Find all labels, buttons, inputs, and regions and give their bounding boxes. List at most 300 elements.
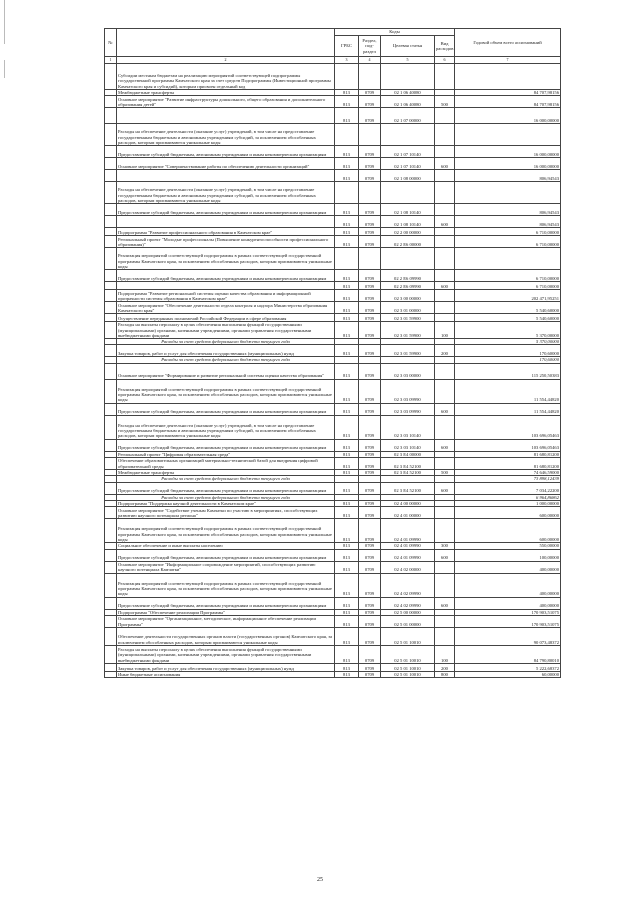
row-csr: 02 3 00 00000 bbox=[381, 290, 435, 302]
table-row bbox=[105, 204, 561, 216]
row-name: Предоставление субсидий бюджетным, автономным учреждениям и иным некоммерческим организациям bbox=[117, 482, 335, 494]
row-total: 84 790,80010 bbox=[455, 645, 561, 663]
row-grbs: 813 bbox=[335, 170, 359, 182]
row-razdel: 0709 bbox=[359, 470, 381, 476]
row-razdel: 0709 bbox=[359, 549, 381, 561]
row-total: 11 554,44820 bbox=[455, 403, 561, 415]
row-csr: 02 3 01 59900 bbox=[381, 345, 435, 357]
row-razdel: 0709 bbox=[359, 458, 381, 470]
row-csr: 02 1 06 40080 bbox=[381, 96, 435, 108]
row-vr: 500 bbox=[435, 470, 455, 476]
row-name: Расходы за счет средств федерального бюджета текущего года bbox=[117, 339, 335, 345]
row-total: 5 370,00000 bbox=[455, 322, 561, 339]
row-vr: 600 bbox=[435, 158, 455, 170]
row-vr: 100 bbox=[435, 645, 455, 663]
table-row bbox=[105, 439, 561, 451]
row-vr bbox=[435, 615, 455, 627]
col-num: 7 bbox=[455, 57, 561, 64]
row-number bbox=[105, 482, 117, 494]
table-row bbox=[105, 458, 561, 470]
row-razdel: 0709 bbox=[359, 90, 381, 96]
table-row bbox=[105, 363, 561, 379]
row-csr: 02 4 02 00000 bbox=[381, 561, 435, 573]
table-row bbox=[105, 248, 561, 270]
row-razdel: 0709 bbox=[359, 645, 381, 663]
row-csr: 02 3 E4 52100 bbox=[381, 458, 435, 470]
row-number bbox=[105, 519, 117, 543]
row-vr: 600 bbox=[435, 482, 455, 494]
row-grbs: 813 bbox=[335, 561, 359, 573]
row-total: 74 646,59000 bbox=[455, 470, 561, 476]
row-total: 550,00000 bbox=[455, 543, 561, 549]
row-vr: 800 bbox=[435, 671, 455, 677]
row-total: 6 710,00000 bbox=[455, 236, 561, 248]
row-name bbox=[117, 282, 335, 290]
header-code-group: Коды bbox=[335, 29, 455, 36]
row-vr bbox=[435, 507, 455, 519]
row-vr: 600 bbox=[435, 597, 455, 609]
row-name: Подпрограмма "Развитие профессионального образования в Камчатском крае" bbox=[117, 228, 335, 236]
row-grbs: 813 bbox=[335, 439, 359, 451]
header-csr: Целевая статья bbox=[381, 36, 435, 57]
row-name: Предоставление субсидий бюджетным, автономным учреждениям и иным некоммерческим организациям bbox=[117, 549, 335, 561]
table-row bbox=[105, 519, 561, 543]
row-total: 84 707,98156 bbox=[455, 96, 561, 108]
row-total: 90 073,48372 bbox=[455, 627, 561, 645]
row-total: 202 471,95251 bbox=[455, 290, 561, 302]
row-total: 400,00000 bbox=[455, 561, 561, 573]
row-total: 6 710,00000 bbox=[455, 270, 561, 282]
row-razdel: 0709 bbox=[359, 158, 381, 170]
row-total: 16 000,00000 bbox=[455, 158, 561, 170]
row-razdel: 0709 bbox=[359, 663, 381, 671]
row-csr bbox=[381, 64, 435, 90]
table-row bbox=[105, 549, 561, 561]
row-csr: 02 3 01 00000 bbox=[381, 302, 435, 314]
row-csr: 02 1 07 00000 bbox=[381, 108, 435, 124]
row-vr bbox=[435, 573, 455, 597]
row-csr: 02 2 E6 09990 bbox=[381, 282, 435, 290]
row-name: Реализация мероприятий соответствующей подпрограммы в рамках соответствующей государственной программы Камчатского края, за исключением обособленных расходов, которым присваиваются уникальные коды bbox=[117, 248, 335, 270]
table-body bbox=[105, 64, 561, 678]
row-razdel: 0709 bbox=[359, 597, 381, 609]
row-total: 1 000,00000 bbox=[455, 500, 561, 506]
row-grbs: 813 bbox=[335, 290, 359, 302]
row-total: 16 000,00000 bbox=[455, 108, 561, 124]
row-number bbox=[105, 204, 117, 216]
row-name: Предоставление субсидий бюджетным, автономным учреждениям и иным некоммерческим организациям bbox=[117, 204, 335, 216]
row-total: 600,00000 bbox=[455, 519, 561, 543]
row-total: 6 710,00000 bbox=[455, 228, 561, 236]
row-total bbox=[455, 248, 561, 270]
table-row bbox=[105, 146, 561, 158]
row-grbs: 813 bbox=[335, 609, 359, 615]
row-total: 6 710,00000 bbox=[455, 282, 561, 290]
row-number bbox=[105, 228, 117, 236]
row-number bbox=[105, 322, 117, 339]
table-row bbox=[105, 645, 561, 663]
row-razdel: 0709 bbox=[359, 671, 381, 677]
row-name: Реализация мероприятий соответствующей подпрограммы в рамках соответствующей государственной программы Камчатского края, за исключением обособленных расходов, которым присваиваются уникальные коды bbox=[117, 573, 335, 597]
row-number bbox=[105, 671, 117, 677]
row-grbs: 813 bbox=[335, 573, 359, 597]
row-total: 806,94543 bbox=[455, 204, 561, 216]
row-vr bbox=[435, 124, 455, 146]
row-grbs: 813 bbox=[335, 216, 359, 228]
row-razdel: 0709 bbox=[359, 345, 381, 357]
row-grbs: 813 bbox=[335, 302, 359, 314]
row-number bbox=[105, 124, 117, 146]
row-csr: 02 1 08 00000 bbox=[381, 170, 435, 182]
row-vr bbox=[435, 379, 455, 403]
row-grbs: 813 bbox=[335, 500, 359, 506]
row-name: Социальное обеспечение и иные выплаты населению bbox=[117, 543, 335, 549]
row-grbs: 813 bbox=[335, 671, 359, 677]
row-vr bbox=[435, 290, 455, 302]
row-number bbox=[105, 627, 117, 645]
row-name: Предоставление субсидий бюджетным, автономным учреждениям и иным некоммерческим организациям bbox=[117, 270, 335, 282]
row-razdel: 0709 bbox=[359, 302, 381, 314]
row-grbs: 813 bbox=[335, 96, 359, 108]
row-razdel: 0709 bbox=[359, 216, 381, 228]
row-csr: 02 2 E6 09990 bbox=[381, 270, 435, 282]
row-grbs: 813 bbox=[335, 627, 359, 645]
row-csr: 02 5 01 10010 bbox=[381, 663, 435, 671]
row-vr bbox=[435, 170, 455, 182]
row-grbs: 813 bbox=[335, 90, 359, 96]
row-grbs: 813 bbox=[335, 470, 359, 476]
row-name: Основное мероприятие "Формирование и развитие региональной системы оценки качества образования" bbox=[117, 363, 335, 379]
row-total: 81 680,81200 bbox=[455, 458, 561, 470]
row-csr: 02 5 00 00000 bbox=[381, 609, 435, 615]
row-number bbox=[105, 507, 117, 519]
row-csr: 02 1 08 10140 bbox=[381, 216, 435, 228]
row-vr bbox=[435, 108, 455, 124]
row-grbs: 813 bbox=[335, 543, 359, 549]
row-razdel: 0709 bbox=[359, 282, 381, 290]
row-name: Основное мероприятие "Совершенствование работы по обеспечению деятельности организаций" bbox=[117, 158, 335, 170]
row-csr: 02 3 01 59900 bbox=[381, 314, 435, 322]
row-razdel: 0709 bbox=[359, 314, 381, 322]
row-vr bbox=[435, 236, 455, 248]
row-total: 400,00000 bbox=[455, 597, 561, 609]
row-number bbox=[105, 270, 117, 282]
document-page bbox=[104, 28, 560, 678]
row-number bbox=[105, 645, 117, 663]
row-razdel: 0709 bbox=[359, 519, 381, 543]
table-row bbox=[105, 322, 561, 339]
row-number bbox=[105, 415, 117, 439]
row-name: Основное мероприятие "Организационное, методическое, информационное обеспечение реализации Программы" bbox=[117, 615, 335, 627]
row-number bbox=[105, 170, 117, 182]
table-row bbox=[105, 216, 561, 228]
row-name: Основное мероприятие "Обеспечение деятельности отдела контроля и надзора Министерства образования Камчатского края" bbox=[117, 302, 335, 314]
row-razdel: 0709 bbox=[359, 615, 381, 627]
row-number bbox=[105, 248, 117, 270]
row-total: 170 903,51075 bbox=[455, 609, 561, 615]
row-csr: 02 4 01 00000 bbox=[381, 507, 435, 519]
row-vr bbox=[435, 64, 455, 90]
row-name: Подпрограмма "Обеспечение реализации Программы" bbox=[117, 609, 335, 615]
table-row bbox=[105, 124, 561, 146]
row-vr bbox=[435, 314, 455, 322]
row-number bbox=[105, 379, 117, 403]
row-name: Реализация мероприятий соответствующей подпрограммы в рамках соответствующей государственной программы Камчатского края, за исключением обособленных расходов, которым присваиваются уникальные коды bbox=[117, 379, 335, 403]
row-vr bbox=[435, 363, 455, 379]
row-name: Расходы за счет средств федерального бюджета текущего года bbox=[117, 494, 335, 500]
row-csr: 02 3 03 09990 bbox=[381, 379, 435, 403]
row-total: 806,94543 bbox=[455, 170, 561, 182]
row-vr bbox=[435, 204, 455, 216]
row-total: 11 554,44820 bbox=[455, 379, 561, 403]
row-csr bbox=[381, 182, 435, 204]
row-grbs: 813 bbox=[335, 146, 359, 158]
row-csr: 02 3 E4 52100 bbox=[381, 470, 435, 476]
row-grbs bbox=[335, 64, 359, 90]
header-razdel: Раздел, под-раздел bbox=[359, 36, 381, 57]
table-row bbox=[105, 615, 561, 627]
table-row bbox=[105, 108, 561, 124]
row-number bbox=[105, 345, 117, 357]
row-csr: 02 3 E4 00000 bbox=[381, 451, 435, 457]
row-grbs: 813 bbox=[335, 282, 359, 290]
row-name: Основное мероприятие "Информационное сопровождение мероприятий, способствующих развитию научного потенциала Камчатки" bbox=[117, 561, 335, 573]
row-name: Расходы за счет средств федерального бюджета текущего года bbox=[117, 476, 335, 482]
col-num: 3 bbox=[335, 57, 359, 64]
row-vr: 600 bbox=[435, 282, 455, 290]
row-csr: 02 3 03 10140 bbox=[381, 439, 435, 451]
row-name: Предоставление субсидий бюджетным, автономным учреждениям и иным некоммерческим организациям bbox=[117, 146, 335, 158]
row-vr bbox=[435, 146, 455, 158]
row-name: Межбюджетные трансферты bbox=[117, 470, 335, 476]
table-row bbox=[105, 302, 561, 314]
row-csr: 02 3 03 09990 bbox=[381, 403, 435, 415]
row-razdel: 0709 bbox=[359, 482, 381, 494]
row-name: Расходы за счет средств федерального бюджета текущего года bbox=[117, 357, 335, 363]
table-row bbox=[105, 597, 561, 609]
row-name: Предоставление субсидий бюджетным, автономным учреждениям и иным некоммерческим организациям bbox=[117, 597, 335, 609]
col-num: 1 bbox=[105, 57, 117, 64]
row-csr: 02 4 02 09990 bbox=[381, 597, 435, 609]
table-row bbox=[105, 663, 561, 671]
row-csr: 02 5 01 10010 bbox=[381, 627, 435, 645]
row-grbs: 813 bbox=[335, 415, 359, 439]
table-row bbox=[105, 379, 561, 403]
row-csr bbox=[381, 124, 435, 146]
row-number bbox=[105, 64, 117, 90]
row-vr: 200 bbox=[435, 663, 455, 671]
row-csr: 02 1 07 10140 bbox=[381, 158, 435, 170]
row-total: 73 898,12439 bbox=[455, 476, 561, 482]
row-razdel: 0709 bbox=[359, 170, 381, 182]
row-total: 103 696,05463 bbox=[455, 415, 561, 439]
header-name bbox=[117, 29, 335, 57]
row-grbs: 813 bbox=[335, 236, 359, 248]
row-grbs: 813 bbox=[335, 314, 359, 322]
row-grbs: 813 bbox=[335, 597, 359, 609]
table-row bbox=[105, 236, 561, 248]
row-total: 115 250,50383 bbox=[455, 363, 561, 379]
table-row bbox=[105, 270, 561, 282]
row-vr: 100 bbox=[435, 322, 455, 339]
row-number bbox=[105, 146, 117, 158]
row-name: Закупка товаров, работ и услуг для обеспечения государственных (муниципальных) нужд bbox=[117, 345, 335, 357]
row-vr bbox=[435, 415, 455, 439]
table-row bbox=[105, 290, 561, 302]
row-grbs: 813 bbox=[335, 204, 359, 216]
table-row bbox=[105, 314, 561, 322]
row-razdel: 0709 bbox=[359, 228, 381, 236]
table-row bbox=[105, 64, 561, 90]
table-row bbox=[105, 671, 561, 677]
margin-mark bbox=[4, 60, 5, 78]
row-name bbox=[117, 216, 335, 228]
margin-mark bbox=[4, 0, 5, 44]
row-name: Расходы на выплаты персоналу в целях обеспечения выполнения функций государственными (муниципальными) органами, казенными учреждениями, органами управления государственными внебюджетными фондами bbox=[117, 645, 335, 663]
row-csr: 02 4 01 09990 bbox=[381, 519, 435, 543]
row-grbs bbox=[335, 248, 359, 270]
row-vr bbox=[435, 458, 455, 470]
row-name: Расходы на выплаты персоналу в целях обеспечения выполнения функций государственными (муниципальными) органами, казенными учреждениями, органами управления государственными внебюджетными фондами bbox=[117, 322, 335, 339]
row-vr bbox=[435, 182, 455, 204]
row-total: 6 964,86862 bbox=[455, 494, 561, 500]
row-grbs: 813 bbox=[335, 379, 359, 403]
row-total: 5 540,60000 bbox=[455, 302, 561, 314]
row-razdel bbox=[359, 64, 381, 90]
row-total: 7 034,22200 bbox=[455, 482, 561, 494]
budget-table bbox=[104, 28, 561, 678]
row-name: Иные бюджетные ассигнования bbox=[117, 671, 335, 677]
row-vr bbox=[435, 248, 455, 270]
row-razdel: 0709 bbox=[359, 627, 381, 645]
row-grbs: 813 bbox=[335, 458, 359, 470]
row-number bbox=[105, 282, 117, 290]
row-name: Обеспечение деятельности государственных органов власти (государственных органов) Камчатского края, за исключением обособленных расходов, которым присваиваются уникальные коды bbox=[117, 627, 335, 645]
row-grbs: 813 bbox=[335, 615, 359, 627]
row-total: 170,60000 bbox=[455, 357, 561, 363]
table-row bbox=[105, 282, 561, 290]
row-razdel bbox=[359, 248, 381, 270]
col-num: 5 bbox=[381, 57, 435, 64]
row-vr bbox=[435, 561, 455, 573]
header-grbs: ГРБС bbox=[335, 36, 359, 57]
table-row bbox=[105, 345, 561, 357]
row-razdel: 0709 bbox=[359, 507, 381, 519]
row-razdel: 0709 bbox=[359, 270, 381, 282]
row-number bbox=[105, 108, 117, 124]
row-number bbox=[105, 302, 117, 314]
header-total: Годовой объем всего ассигнований bbox=[455, 29, 561, 57]
row-grbs: 813 bbox=[335, 549, 359, 561]
row-total: 400,00000 bbox=[455, 573, 561, 597]
header-num: № bbox=[105, 29, 117, 57]
table-row bbox=[105, 170, 561, 182]
row-grbs: 813 bbox=[335, 228, 359, 236]
row-razdel: 0709 bbox=[359, 561, 381, 573]
table-row bbox=[105, 182, 561, 204]
row-name: Осуществление переданных полномочий Российской Федерации в сфере образования bbox=[117, 314, 335, 322]
row-number bbox=[105, 439, 117, 451]
row-name: Региональный проект "Цифровая образовательная среда" bbox=[117, 451, 335, 457]
row-name: Расходы на обеспечение деятельности (оказание услуг) учреждений, в том числе на предоставление государственным бюджетным и автономным учреждениям субсидий, за исключением обособленных расходов, которым присваиваются уникальные коды bbox=[117, 182, 335, 204]
row-number bbox=[105, 458, 117, 470]
table-row bbox=[105, 403, 561, 415]
row-csr: 02 3 01 59900 bbox=[381, 322, 435, 339]
table-row bbox=[105, 415, 561, 439]
row-razdel: 0709 bbox=[359, 146, 381, 158]
row-vr bbox=[435, 270, 455, 282]
row-csr: 02 4 02 09990 bbox=[381, 573, 435, 597]
row-csr: 02 4 00 00000 bbox=[381, 500, 435, 506]
row-total: 806,94543 bbox=[455, 216, 561, 228]
row-csr: 02 5 01 10010 bbox=[381, 671, 435, 677]
row-number bbox=[105, 96, 117, 108]
row-name: Расходы на обеспечение деятельности (оказание услуг) учреждений, в том числе на предоставление государственным бюджетным и автономным учреждениям субсидий, за исключением обособленных расходов, которым присваиваются уникальные коды bbox=[117, 415, 335, 439]
row-name bbox=[117, 170, 335, 182]
row-number bbox=[105, 158, 117, 170]
row-grbs: 813 bbox=[335, 645, 359, 663]
row-grbs: 813 bbox=[335, 322, 359, 339]
row-razdel: 0709 bbox=[359, 236, 381, 248]
row-total: 5 222,68372 bbox=[455, 663, 561, 671]
row-name: Обеспечение образовательных организаций материально-технической базой для внедрения цифровой образовательной среды bbox=[117, 458, 335, 470]
row-razdel: 0709 bbox=[359, 290, 381, 302]
row-number bbox=[105, 573, 117, 597]
row-razdel: 0709 bbox=[359, 379, 381, 403]
row-razdel: 0709 bbox=[359, 96, 381, 108]
row-razdel: 0709 bbox=[359, 108, 381, 124]
row-csr: 02 3 E4 52100 bbox=[381, 482, 435, 494]
row-total: 81 680,81200 bbox=[455, 451, 561, 457]
row-number bbox=[105, 561, 117, 573]
row-razdel: 0709 bbox=[359, 573, 381, 597]
row-total: 60,00000 bbox=[455, 671, 561, 677]
row-name: Предоставление субсидий бюджетным, автономным учреждениям и иным некоммерческим организациям bbox=[117, 439, 335, 451]
table-row bbox=[105, 561, 561, 573]
row-total: 84 707,98156 bbox=[455, 90, 561, 96]
row-grbs: 813 bbox=[335, 363, 359, 379]
row-total: 170 903,51075 bbox=[455, 615, 561, 627]
row-vr bbox=[435, 627, 455, 645]
row-razdel: 0709 bbox=[359, 500, 381, 506]
row-csr: 02 1 07 10140 bbox=[381, 146, 435, 158]
row-total: 600,00000 bbox=[455, 507, 561, 519]
row-vr bbox=[435, 228, 455, 236]
table-row bbox=[105, 96, 561, 108]
row-name: Межбюджетные трансферты bbox=[117, 90, 335, 96]
row-vr: 600 bbox=[435, 439, 455, 451]
row-grbs: 813 bbox=[335, 403, 359, 415]
row-grbs bbox=[335, 124, 359, 146]
row-number bbox=[105, 663, 117, 671]
row-total bbox=[455, 182, 561, 204]
row-name: Предоставление субсидий бюджетным, автономным учреждениям и иным некоммерческим организациям bbox=[117, 403, 335, 415]
table-row bbox=[105, 158, 561, 170]
row-vr: 300 bbox=[435, 543, 455, 549]
row-name: Подпрограмма "Развитие региональной системы оценки качества образования и информационной прозрачности системы образования в Камчатском крае" bbox=[117, 290, 335, 302]
row-vr: 600 bbox=[435, 549, 455, 561]
row-grbs: 813 bbox=[335, 451, 359, 457]
row-name: Основное мероприятие "Содействие ученым Камчатки по участию в мероприятиях, способствующих развитию научного потенциала региона" bbox=[117, 507, 335, 519]
row-total: 100,00000 bbox=[455, 549, 561, 561]
row-csr: 02 2 E6 00000 bbox=[381, 236, 435, 248]
row-number bbox=[105, 615, 117, 627]
row-razdel: 0709 bbox=[359, 415, 381, 439]
row-grbs: 813 bbox=[335, 482, 359, 494]
row-razdel: 0709 bbox=[359, 363, 381, 379]
row-number bbox=[105, 403, 117, 415]
row-csr: 02 4 01 09990 bbox=[381, 543, 435, 549]
